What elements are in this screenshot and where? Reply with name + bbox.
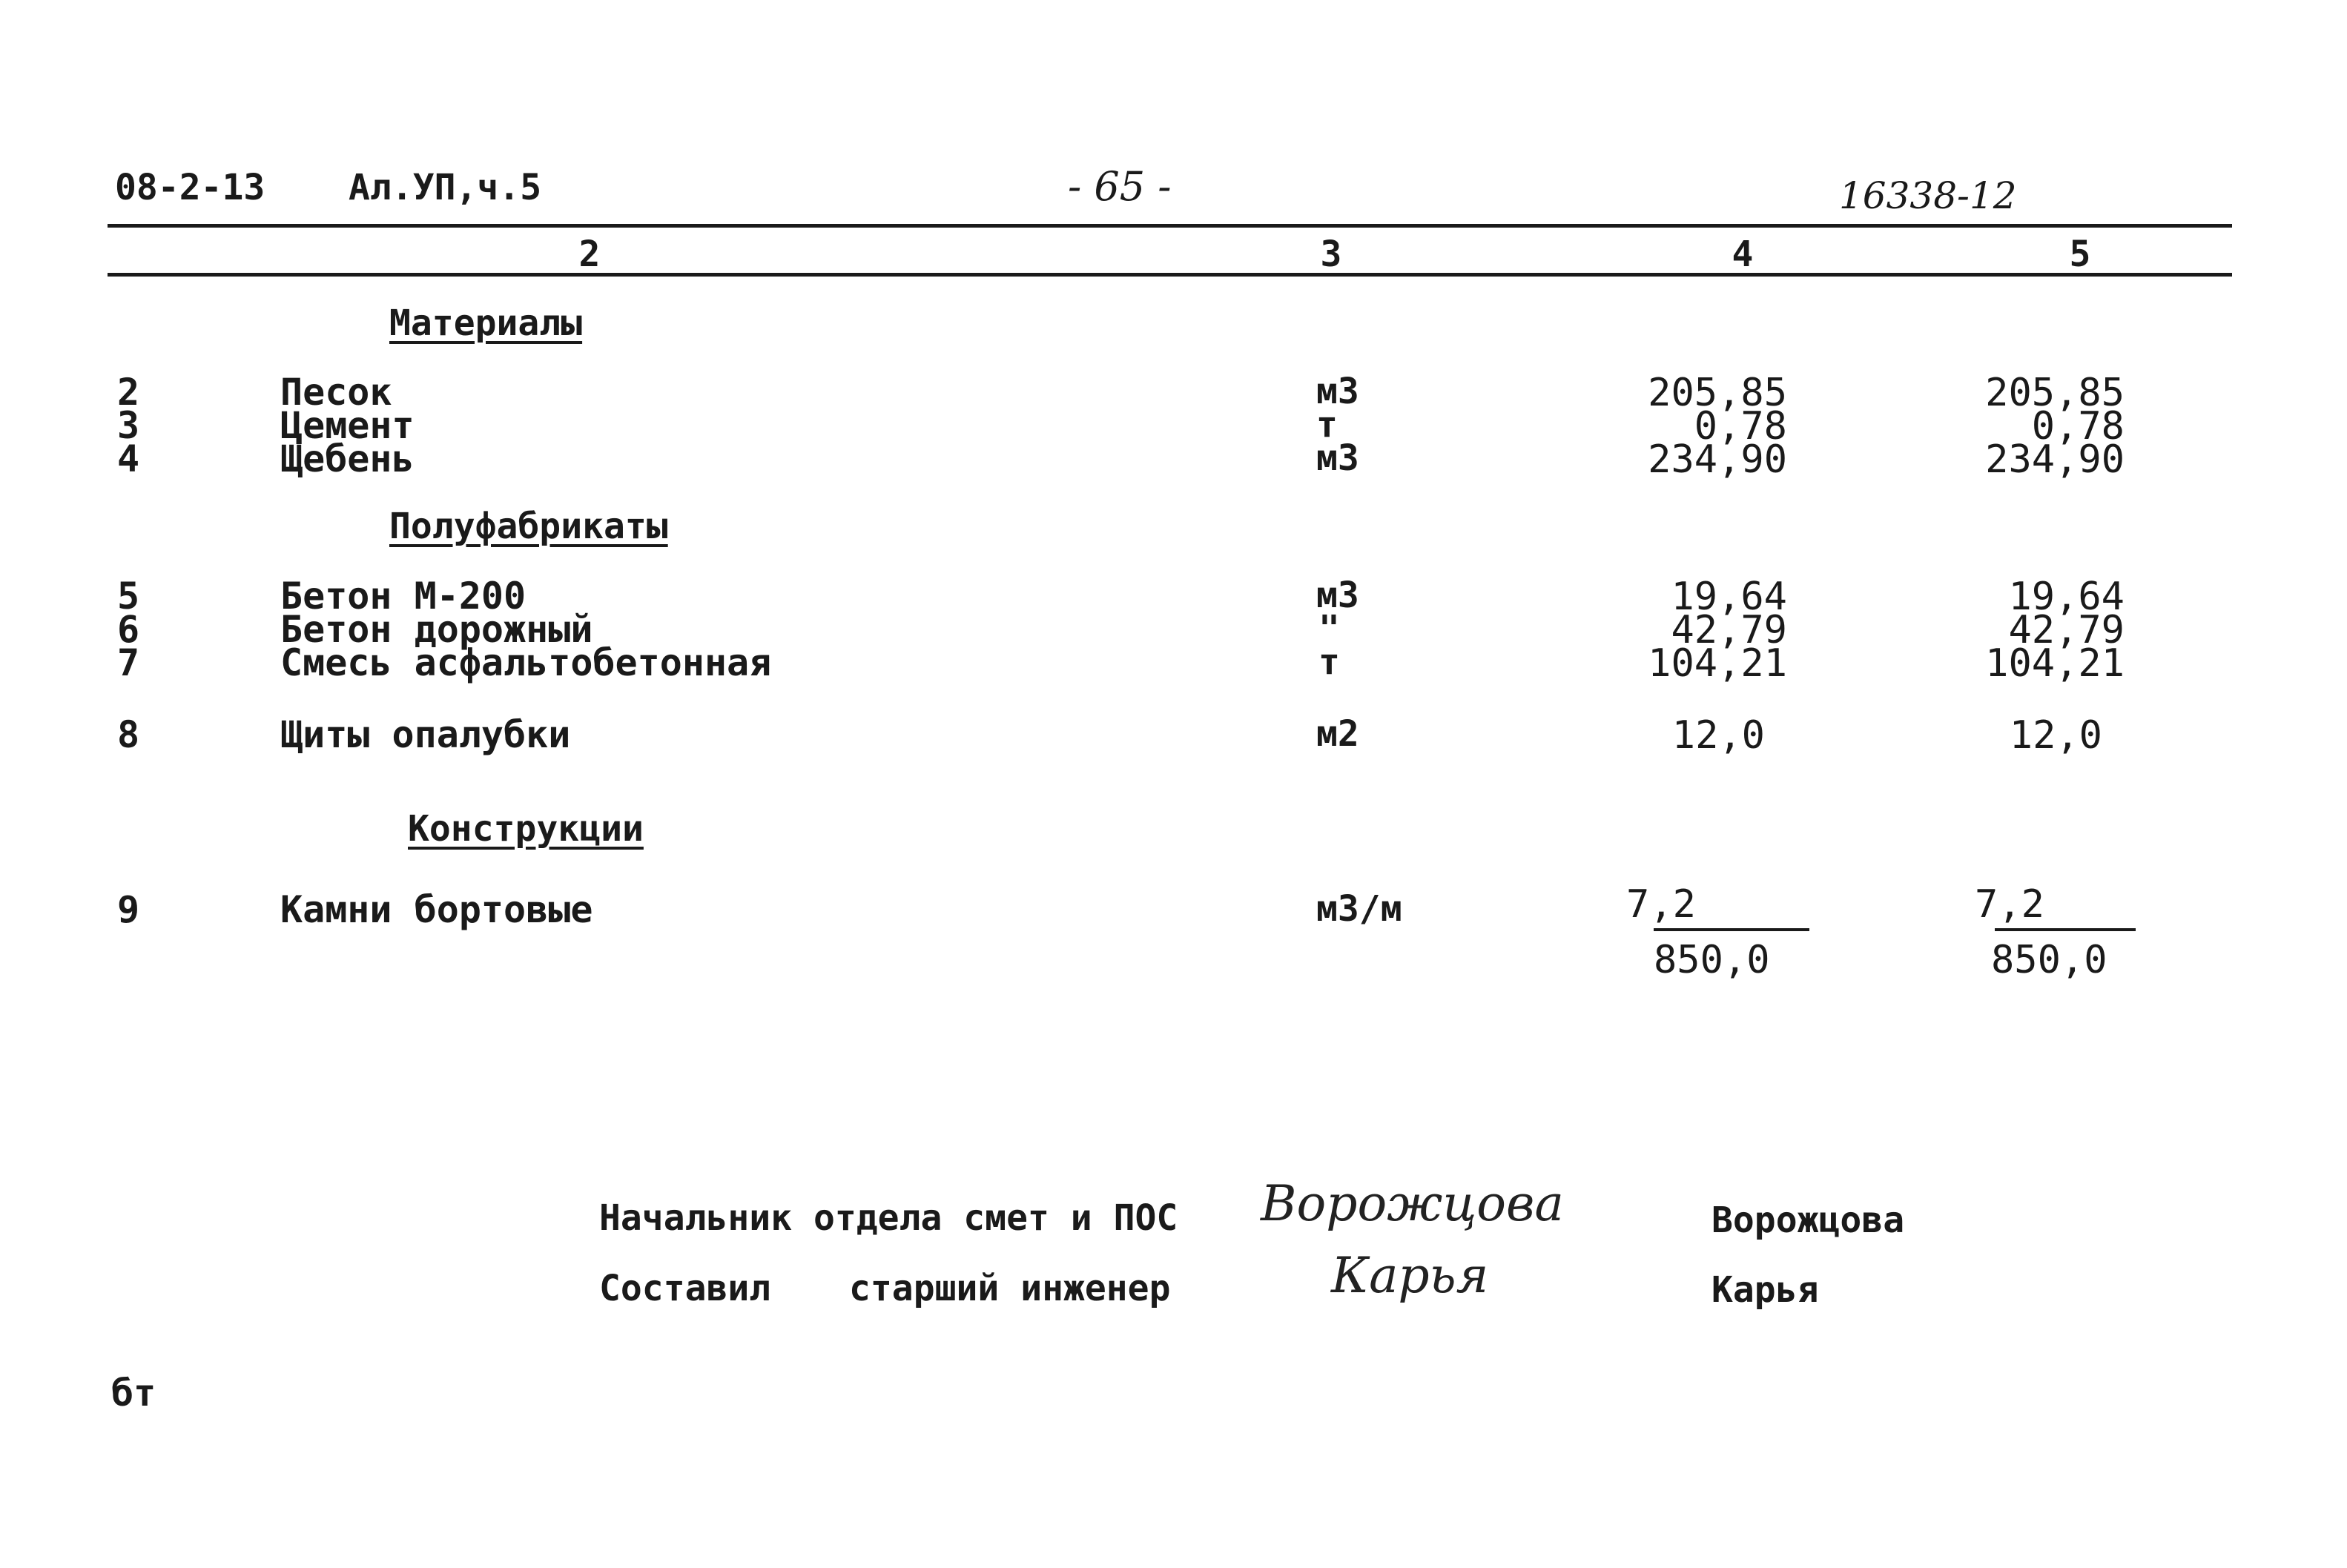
signatory-name: Ворожцова [1711, 1200, 1905, 1241]
column-number-3: 3 [1320, 234, 1342, 275]
row-name: Бетон дорожный [280, 608, 593, 651]
handwritten-signature: Ворожцова [1261, 1175, 1564, 1232]
column-number-4: 4 [1732, 234, 1754, 275]
row-value-col4: 234,90 [1648, 437, 1787, 482]
column-number-2: 2 [578, 234, 601, 275]
doc-code: 08-2-13 [115, 167, 265, 208]
row-value-col5: 205,85 [1985, 371, 2125, 415]
row-value-col5: 0,78 [2031, 404, 2125, 449]
section-title-semi-finished: Полуфабрикаты [389, 506, 668, 547]
row-value-col5: 12,0 [2009, 713, 2102, 758]
fraction-denominator-col5: 850,0 [1991, 938, 2107, 982]
row-value-col5: 104,21 [1985, 641, 2125, 686]
row-name: Щиты опалубки [280, 713, 571, 756]
header-bottom-rule [108, 273, 2232, 277]
row-value-col4: 12,0 [1671, 713, 1765, 758]
row-unit: м3/м [1316, 888, 1402, 930]
row-name: Щебень [280, 437, 415, 480]
fraction-line-col4 [1654, 928, 1809, 931]
page-number: - 65 - [1068, 163, 1172, 210]
row-value-col4: 104,21 [1648, 641, 1787, 686]
row-unit: т [1318, 641, 1340, 683]
fraction-line-col5 [1995, 928, 2136, 931]
top-rule [108, 224, 2232, 228]
row-index: 8 [117, 713, 140, 756]
row-value-col5: 42,79 [2008, 608, 2125, 652]
row-index: 9 [117, 888, 140, 931]
row-name: Смесь асфальтобетонная [280, 641, 772, 684]
row-unit: " [1318, 608, 1340, 649]
fraction-numerator-col5: 7,2 [1975, 882, 2044, 927]
row-name: Бетон М-200 [280, 575, 526, 618]
row-value-col4: 0,78 [1694, 404, 1787, 449]
row-name: Камни бортовые [280, 888, 593, 931]
row-unit: т [1316, 404, 1338, 446]
row-index: 6 [117, 608, 140, 651]
row-value-col5: 19,64 [2008, 575, 2125, 619]
row-unit: м3 [1316, 437, 1359, 479]
column-number-5: 5 [2069, 234, 2091, 275]
section-title-materials: Материалы [389, 302, 583, 344]
row-index: 4 [117, 437, 140, 480]
handwritten-signature: Карья [1331, 1247, 1489, 1304]
signatory-name: Карья [1711, 1269, 1819, 1311]
signature-role-compiled: Составил [599, 1268, 771, 1309]
fraction-denominator-col4: 850,0 [1654, 938, 1770, 982]
row-index: 2 [117, 371, 140, 414]
signature-role-position: старший инженер [849, 1268, 1171, 1309]
album-ref: Ал.УП,ч.5 [349, 167, 542, 208]
row-name: Цемент [280, 404, 415, 447]
row-unit: м2 [1316, 713, 1359, 755]
row-index: 3 [117, 404, 140, 447]
row-value-col4: 205,85 [1648, 371, 1787, 415]
row-name: Песок [280, 371, 392, 414]
footer-mark: бт [111, 1372, 156, 1415]
signature-role: Начальник отдела смет и ПОС [599, 1197, 1178, 1239]
row-value-col4: 42,79 [1671, 608, 1787, 652]
fraction-numerator-col4: 7,2 [1626, 882, 1696, 927]
row-unit: м3 [1316, 371, 1359, 412]
row-value-col4: 19,64 [1671, 575, 1787, 619]
row-value-col5: 234,90 [1985, 437, 2125, 482]
section-title-structures: Конструкции [408, 808, 644, 850]
document-number: 16338-12 [1839, 174, 2017, 217]
row-index: 5 [117, 575, 140, 618]
row-index: 7 [117, 641, 140, 684]
row-unit: м3 [1316, 575, 1359, 616]
